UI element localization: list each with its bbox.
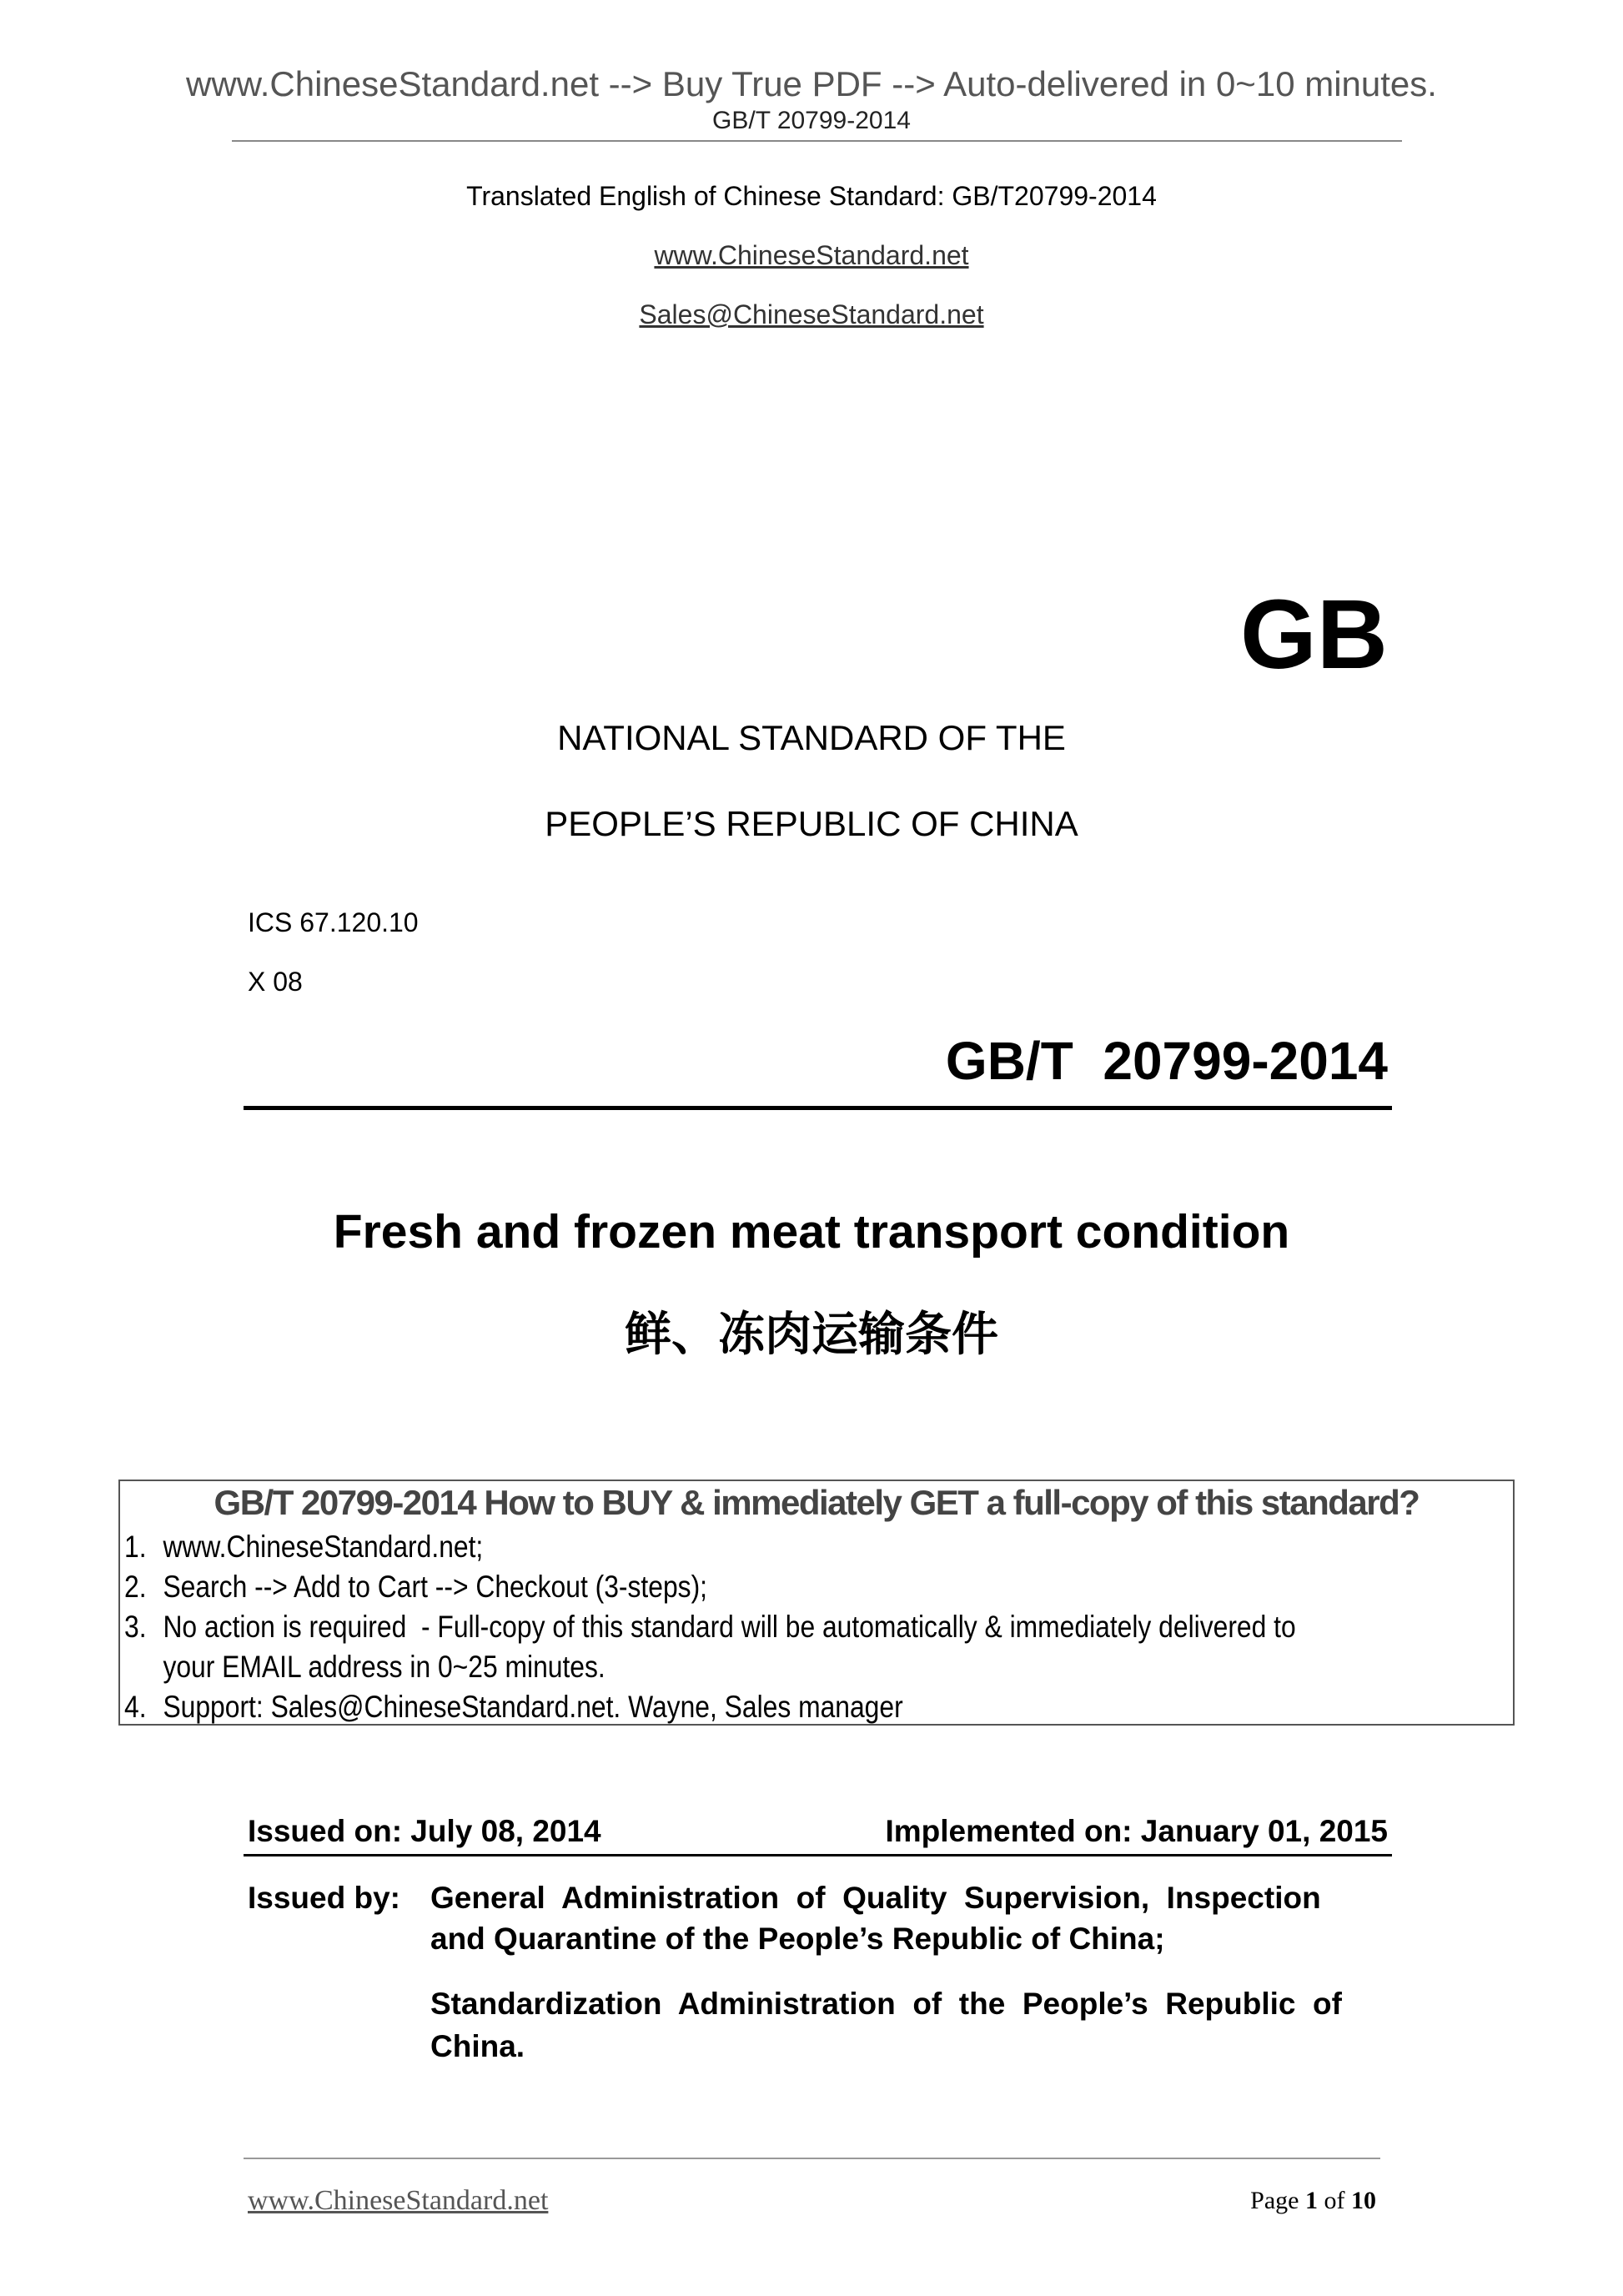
issue-divider — [244, 1854, 1392, 1856]
email-link[interactable]: Sales@ChineseStandard.net — [639, 299, 984, 329]
list-item — [124, 1691, 903, 1722]
buy-instructions-box — [118, 1480, 1515, 1726]
title-zh: 鲜、冻肉运输条件 — [625, 1308, 998, 1362]
buy-heading: GB/T 20799-2014 How to BUY & immediately GET a full-copy of this standard? — [214, 1483, 1419, 1522]
list-item — [124, 1571, 707, 1602]
implemented-on: Implemented on: January 01, 2015 — [885, 1814, 1388, 1848]
page-total: 10 — [1351, 2187, 1376, 2214]
list-text: Search --> Add to Cart --> Checkout (3-steps); — [163, 1570, 708, 1604]
issuer-2-line-1: Standardization Administration of the People’s Republic of — [430, 1987, 1342, 2021]
standard-number: GB/T 20799-2014 — [945, 1031, 1388, 1091]
gb-logo: GB — [1240, 580, 1388, 690]
list-text: Support: Sales@ChineseStandard.net. Wayne, Sales manager — [163, 1690, 903, 1724]
list-item — [124, 1651, 605, 1682]
issued-by-label: Issued by: — [248, 1881, 400, 1915]
list-item — [124, 1611, 1296, 1642]
page-indicator: Page 1 of 10 — [1250, 2187, 1376, 2214]
page-number: 1 — [1305, 2187, 1318, 2214]
class-code: X 08 — [248, 967, 303, 997]
list-text: No action is required - Full-copy of this standard will be automatically & immediately delivered to — [163, 1610, 1296, 1644]
translated-line: Translated English of Chinese Standard: GB/T20799-2014 — [466, 181, 1157, 211]
list-num: 2. — [124, 1570, 147, 1604]
issuer-1-line-2: and Quarantine of the People’s Republic of China; — [430, 1922, 1165, 1956]
footer-website-link[interactable]: www.ChineseStandard.net — [248, 2185, 549, 2216]
title-en: Fresh and frozen meat transport condition — [333, 1205, 1290, 1259]
list-item — [124, 1531, 483, 1562]
list-num: 3. — [124, 1610, 147, 1644]
footer-divider — [244, 2158, 1380, 2159]
issuer-2-line-2: China. — [430, 2029, 525, 2063]
list-num: 4. — [124, 1690, 147, 1724]
running-header: GB/T 20799-2014 — [712, 107, 911, 134]
issuer-1-line-1: General Administration of Quality Supervision, Inspection — [430, 1881, 1321, 1915]
ics-code: ICS 67.120.10 — [248, 907, 419, 937]
national-line-1: NATIONAL STANDARD OF THE — [557, 718, 1066, 757]
promo-banner: www.ChineseStandard.net --> Buy True PDF --> Auto-delivered in 0~10 minutes. — [186, 64, 1437, 103]
website-link[interactable]: www.ChineseStandard.net — [654, 240, 969, 270]
list-num: 1. — [124, 1530, 147, 1564]
list-text: www.ChineseStandard.net; — [163, 1530, 484, 1564]
issued-on: Issued on: July 08, 2014 — [248, 1814, 601, 1848]
national-line-2: PEOPLE’S REPUBLIC OF CHINA — [545, 804, 1078, 843]
standard-divider — [244, 1106, 1392, 1110]
list-text: your EMAIL address in 0~25 minutes. — [163, 1650, 605, 1684]
header-divider — [232, 140, 1402, 142]
